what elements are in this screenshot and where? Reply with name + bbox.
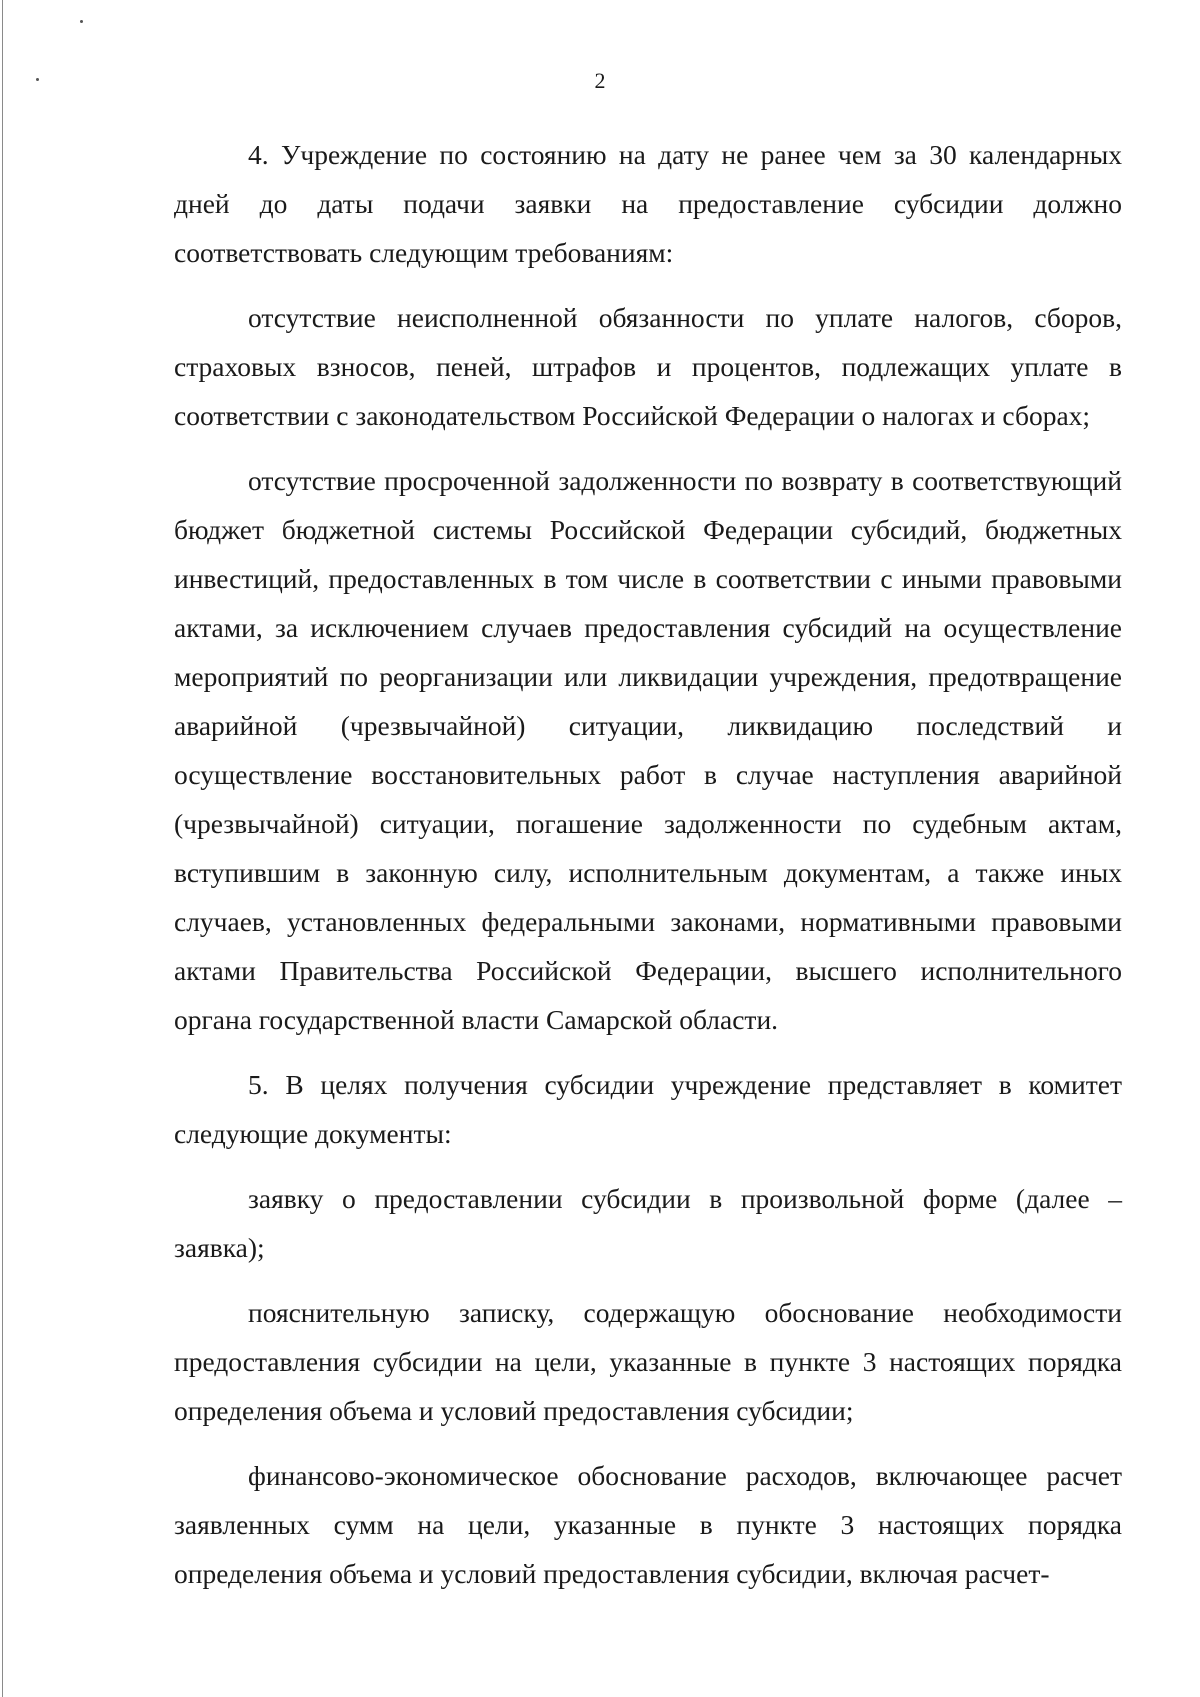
- paragraph-no-overdue-debt: отсутствие просроченной задолженности по возврату в соответствующий бюджет бюджетной системы Российской Федерации субсидий, бюджетных инвестиций, предоставленных в том числе в соответствии с иными правовыми актами, за исключением случаев предоставления субсидий на осуществление мероприятий по реорганизации или ликвидации учреждения, предотвращение аварийной (чрезвычайной) ситуации, ликвидацию последствий и осуществление восстановительных работ в случае наступления аварийной (чрезвычайной) ситуации, погашение задолженности по судебным актам, вступившим в законную силу, исполнительным документам, а также иных случаев, установленных федеральными законами, нормативными правовыми актами Правительства Российской Федерации, высшего исполнительного органа государственной власти Самарской области.: [174, 465, 1122, 1035]
- page-number: 2: [594, 68, 606, 93]
- scan-edge: [2, 0, 3, 1697]
- paragraph-financial-justification: финансово-экономическое обоснование расходов, включающее расчет заявленных сумм на цели, указанные в пункте 3 настоящих порядка определения объема и условий предоставления субсидии, включая расчет-: [174, 1460, 1122, 1589]
- paragraph-4-requirements: 4. Учреждение по состоянию на дату не ранее чем за 30 календарных дней до даты подачи заявки на предоставление субсидии должно соответствовать следующим требованиям:: [174, 139, 1122, 268]
- paragraph-application: заявку о предоставлении субсидии в произвольной форме (далее – заявка);: [174, 1183, 1122, 1263]
- paragraph-5-documents: 5. В целях получения субсидии учреждение представляет в комитет следующие документы:: [174, 1069, 1122, 1149]
- scan-speck: [80, 20, 83, 23]
- paragraph-explanatory-note: пояснительную записку, содержащую обоснование необходимости предоставления субсидии на цели, указанные в пункте 3 настоящих порядка определения объема и условий предоставления субсидии;: [174, 1297, 1122, 1426]
- paragraph-no-tax-debt: отсутствие неисполненной обязанности по уплате налогов, сборов, страховых взносов, пеней, штрафов и процентов, подлежащих уплате в соответствии с законодательством Российской Федерации о налогах и сборах;: [174, 302, 1122, 431]
- document-body: [174, 130, 1122, 1598]
